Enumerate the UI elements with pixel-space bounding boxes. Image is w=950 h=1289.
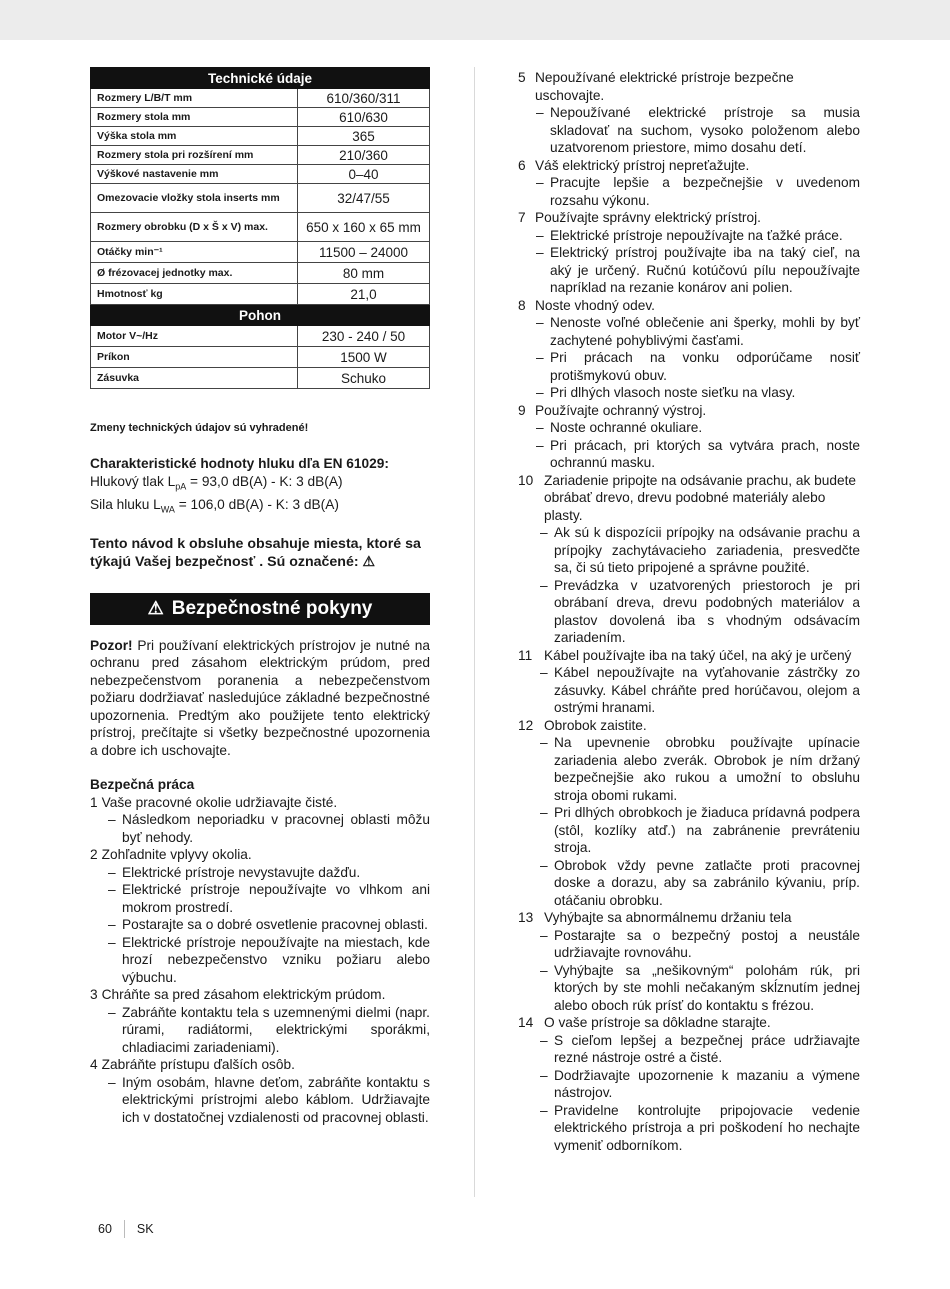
safety-hint: Tento návod k obsluhe obsahuje miesta, ktoré sa týkajú Vašej bezpečnosť . Sú označené: ⚠ <box>90 535 421 570</box>
spec-row <box>91 263 430 284</box>
item-number: 9 <box>518 402 526 418</box>
sub-item-text: Nepoužívané elektrické prístroje sa musia skladovať na suchom, vysoko položenom alebo uzatvorenom priestore, mimo dosahu detí. <box>550 105 860 155</box>
list-item <box>518 157 860 175</box>
sub-item <box>540 1032 860 1067</box>
sub-item-text: Noste ochranné okuliare. <box>550 420 703 435</box>
sub-item <box>536 227 860 245</box>
sub-item <box>540 577 860 647</box>
dash-bullet: – <box>540 962 548 978</box>
item-text: Nepoužívané elektrické prístroje bezpečne uschovajte. <box>535 70 794 103</box>
list-item <box>518 402 860 420</box>
spec-row <box>91 242 430 263</box>
item-number: 5 <box>518 70 526 85</box>
item-text: Používajte správny elektrický prístroj. <box>535 210 761 225</box>
spec-header: Technické údaje <box>91 68 430 89</box>
sub-item <box>540 857 860 910</box>
dash-bullet: – <box>536 437 544 453</box>
list-item <box>90 846 430 864</box>
item-text: Váš elektrický prístroj nepreťažujte. <box>535 157 750 173</box>
right-column <box>518 69 860 1154</box>
sub-item-text: Iným osobám, hlavne deťom, zabráňte kontaktu s elektrickými prístrojmi alebo káblom. Udržiavajte ich v dostatočnej vzdialenosti od pracovnej oblasti. <box>122 1074 430 1125</box>
item-text: Vyhýbajte sa abnormálnemu držaniu tela <box>544 910 792 925</box>
item-text: Používajte ochranný výstroj. <box>535 402 707 418</box>
spec-row <box>91 326 430 347</box>
pozor-paragraph: Pozor! Pri používaní elektrických prístrojov je nutné na ochranu pred zásahom elektrickým prúdom, pred nebezpečenstvom poranenia a nebezpečenstvom požiaru dodržiavať nasledujúce základné bezpečnostné upozornenia. Predtým ako použijete tento elektrický prístroj, prečítajte si všetky bezpečnostné upozornenia a dobre ich uschovajte. <box>90 637 430 758</box>
item-number: 13 <box>518 910 534 925</box>
item-text: Chráňte sa pred zásahom elektrickým prúdom. <box>101 987 386 1003</box>
noise-line-1: Hlukový tlak $L_{pA} = 93,0$ dB(A) - K: 3 dB(A) <box>90 473 343 492</box>
dash-bullet: – <box>540 735 548 750</box>
list-item <box>518 647 860 665</box>
left-column <box>90 67 430 1126</box>
item-number: 1 <box>90 794 98 810</box>
sub-item <box>108 934 430 987</box>
dash-bullet: – <box>536 350 544 365</box>
spec-key: Rozmery stola mm <box>91 108 298 127</box>
list-item <box>90 1056 430 1074</box>
spec-row <box>91 184 430 213</box>
list-item <box>518 297 860 315</box>
dash-bullet: – <box>540 805 548 820</box>
sub-item <box>540 664 860 717</box>
sub-item-text: Elektrické prístroje nevystavujte dažďu. <box>122 864 361 880</box>
dash-bullet: – <box>540 1102 548 1118</box>
item-text: Zariadenie pripojte na odsávanie prachu, ak budete obrábať drevo, drevu podobné materiály alebo plasty. <box>544 472 856 523</box>
sub-item <box>536 419 860 437</box>
sub-item-text: Na upevnenie obrobku používajte upínacie zariadenia alebo zverák. Obrobok je ním držaný bezpečnejšie ako rukou a umožní to obsluhu stroja obomi rukami. <box>554 735 860 803</box>
dash-bullet: – <box>108 882 116 898</box>
item-text: Obrobok zaistite. <box>544 717 647 733</box>
page-footer <box>98 1220 154 1238</box>
item-number: 14 <box>518 1015 534 1030</box>
spec-row <box>91 347 430 368</box>
sub-item-text: Prevádzka v uzatvorených priestoroch je pri obrábaní dreva, drevu podobných materiálov a plastov dovolená iba s vhodným odsávacím zariadením. <box>554 577 860 645</box>
left-list <box>90 794 430 1127</box>
dash-bullet: – <box>540 927 548 943</box>
sub-item-text: Dodržiavajte upozornenie k mazaniu a výmene nástrojov. <box>554 1067 860 1100</box>
spec-row <box>91 165 430 184</box>
list-item <box>518 717 860 735</box>
page-number: 60 <box>98 1222 112 1236</box>
dash-bullet: – <box>108 917 116 933</box>
sub-item-text: Ak sú k dispozícii prípojky na odsávanie prachu a prípojky zachytávacieho zariadenia, presvedčte sa, či sú tieto pripojené a správne použité. <box>554 525 860 575</box>
noise-line-2: Sila hluku $L_{WA} = 106,0$ dB(A) - K: 3 dB(A) <box>90 496 339 515</box>
spec-row <box>91 127 430 146</box>
spec-key: Ø frézovacej jednotky max. <box>91 263 298 284</box>
dash-bullet: – <box>536 420 544 435</box>
item-number: 7 <box>518 210 526 225</box>
spec-value: 0–40 <box>298 165 430 184</box>
sub-item <box>536 349 860 384</box>
item-number: 11 <box>518 647 533 663</box>
sub-item <box>540 927 860 962</box>
footer-separator <box>124 1220 125 1238</box>
spec-key: Rozmery obrobku (D x Š x V) max. <box>91 213 298 242</box>
sub-item <box>108 811 430 846</box>
sub-item <box>536 174 860 209</box>
spec-value: 80 mm <box>298 263 430 284</box>
warning-icon: ⚠ <box>147 598 164 619</box>
sub-item-text: Pri dlhých obrobkoch je žiaduca prídavná podpera (stôl, kozlíky atď.) na zabránenie prevráteniu stroja. <box>554 805 860 855</box>
dash-bullet: – <box>108 812 116 828</box>
spec-value: Schuko <box>298 368 430 389</box>
sub-item-text: Zabráňte kontaktu tela s uzemnenými dielmi (napr. rúrami, radiátormi, elektrickými sporákmi, chladiacimi zariadeniami). <box>122 1004 430 1055</box>
item-number: 2 <box>90 847 98 863</box>
dash-bullet: – <box>536 227 544 243</box>
sub-item-text: S cieľom lepšej a bezpečnej práce udržiavajte rezné nástroje ostré a čisté. <box>554 1032 860 1065</box>
list-item <box>518 209 860 227</box>
sub-item-text: Postarajte sa o bezpečný postoj a neustále udržiavajte rovnováhu. <box>554 927 860 960</box>
spec-row <box>91 284 430 305</box>
spec-value: 1500 W <box>298 347 430 368</box>
sub-item-text: Pracujte lepšie a bezpečnejšie v uvedenom rozsahu výkonu. <box>550 175 860 208</box>
sub-item <box>540 524 860 577</box>
spec-note: Zmeny technických údajov sú vyhradené! <box>90 422 309 434</box>
sub-item <box>108 916 430 934</box>
sub-item <box>108 1004 430 1057</box>
spec-row <box>91 213 430 242</box>
language-code: SK <box>136 1222 154 1236</box>
spec-key: Hmotnosť kg <box>91 284 298 305</box>
item-number: 6 <box>518 157 526 173</box>
sub-item <box>540 1102 860 1155</box>
sub-item <box>540 734 860 804</box>
sub-item-text: Elektrické prístroje nepoužívajte na ťažké práce. <box>550 227 843 243</box>
item-number: 3 <box>90 987 98 1003</box>
top-bar <box>0 0 950 40</box>
spec-key: Motor V~/Hz <box>91 326 298 347</box>
dash-bullet: – <box>536 105 544 120</box>
sub-item-text: Pri dlhých vlasoch noste sieťku na vlasy. <box>550 385 796 400</box>
sub-item-text: Pri prácach na vonku odporúčame nosiť protišmykovú obuv. <box>550 350 860 383</box>
item-text: Kábel používajte iba na taký účel, na aký je určený <box>544 647 852 663</box>
list-item <box>518 1014 860 1032</box>
spec-value: 230 - 240 / 50 <box>298 326 430 347</box>
item-text: Noste vhodný odev. <box>535 297 655 313</box>
sub-item-text: Postarajte sa o dobré osvetlenie pracovnej oblasti. <box>122 917 428 933</box>
spec-header: Pohon <box>91 305 430 326</box>
sub-item <box>540 1067 860 1102</box>
item-text: Zohľadnite vplyvy okolia. <box>101 847 252 863</box>
spec-value: 610/360/311 <box>298 89 430 108</box>
sub-item-text: Elektrické prístroje nepoužívajte na miestach, kde hrozí nebezpečenstvo vzniku požiaru alebo výbuchu. <box>122 934 430 985</box>
sub-item <box>108 864 430 882</box>
sub-item-text: Kábel nepoužívajte na vyťahovanie zástrčky zo zásuvky. Kábel chráňte pred horúčavou, olejom a ostrými hranami. <box>554 665 860 715</box>
dash-bullet: – <box>108 1004 116 1020</box>
sub-item-text: Vyhýbajte sa „nešikovným“ polohám rúk, pri ktorých by ste mohli nečakaným skĺznutím jednej alebo oboch rúk prísť do kontaktu s frézou. <box>554 962 860 1013</box>
spec-value: 365 <box>298 127 430 146</box>
sub-item <box>540 804 860 857</box>
sub-item <box>108 881 430 916</box>
dash-bullet: – <box>540 665 548 680</box>
list-item <box>90 986 430 1004</box>
spec-key: Rozmery stola pri rozšírení mm <box>91 146 298 165</box>
item-text: Vaše pracovné okolie udržiavajte čisté. <box>101 794 338 810</box>
item-number: 10 <box>518 472 534 488</box>
safety-banner <box>90 593 430 625</box>
dash-bullet: – <box>536 175 544 190</box>
noise-section <box>90 455 430 519</box>
spec-key: Zásuvka <box>91 368 298 389</box>
spec-key: Rozmery L/B/T mm <box>91 89 298 108</box>
spec-row <box>91 368 430 389</box>
dash-bullet: – <box>536 245 544 260</box>
sub-item <box>536 244 860 297</box>
spec-key: Výškové nastavenie mm <box>91 165 298 184</box>
dash-bullet: – <box>108 864 116 880</box>
spec-key: Otáčky min⁻¹ <box>91 242 298 263</box>
list-item <box>518 909 860 927</box>
spec-value: 210/360 <box>298 146 430 165</box>
dash-bullet: – <box>108 1074 116 1090</box>
spec-row <box>91 89 430 108</box>
spec-value: 610/630 <box>298 108 430 127</box>
item-text: O vaše prístroje sa dôkladne starajte. <box>544 1015 771 1030</box>
sub-item <box>536 384 860 402</box>
dash-bullet: – <box>540 577 548 593</box>
item-text: Zabráňte prístupu ďalších osôb. <box>101 1057 295 1073</box>
sub-item-text: Elektrický prístroj používajte iba na taký cieľ, na aký je určený. Ručnú kotúčovú pílu nepoužívajte napríklad na rezanie konárov ani polien. <box>550 245 860 295</box>
spec-table <box>90 67 430 389</box>
sub-item <box>536 104 860 157</box>
list-item <box>518 69 860 104</box>
spec-header-row <box>91 305 430 326</box>
dash-bullet: – <box>540 857 548 873</box>
sub-item-text: Nenoste voľné oblečenie ani šperky, mohli by byť zachytené pohyblivými časťami. <box>550 315 860 348</box>
column-divider <box>474 67 475 1197</box>
spec-row <box>91 108 430 127</box>
noise-title: Charakteristické hodnoty hluku dľa EN 61029: <box>90 456 389 471</box>
sub-item <box>536 314 860 349</box>
item-number: 8 <box>518 297 526 313</box>
section-title: Bezpečná práca <box>90 777 195 793</box>
dash-bullet: – <box>536 385 544 400</box>
spec-value: 11500 – 24000 <box>298 242 430 263</box>
sub-item-text: Pri prácach, pri ktorých sa vytvára prach, noste ochrannú masku. <box>550 437 860 470</box>
sub-item-text: Pravidelne kontrolujte pripojovacie vedenie elektrického prístroja a pri poškodení ho nechajte vymeniť odborníkom. <box>554 1102 860 1153</box>
dash-bullet: – <box>108 934 116 950</box>
banner-title: Bezpečnostné pokyny <box>171 597 373 619</box>
sub-item <box>540 962 860 1015</box>
spec-header-row <box>91 68 430 89</box>
spec-key: Príkon <box>91 347 298 368</box>
sub-item-text: Obrobok vždy pevne zatlačte proti pracovnej doske a dorazu, aby sa zabránilo kývaniu, príp. otáčaniu obrobku. <box>554 857 860 908</box>
dash-bullet: – <box>540 1032 548 1048</box>
item-number: 4 <box>90 1057 98 1073</box>
sub-item <box>108 1074 430 1127</box>
sub-item <box>536 437 860 472</box>
spec-value: 21,0 <box>298 284 430 305</box>
spec-key: Omezovacie vložky stola inserts mm <box>91 184 298 213</box>
list-item <box>518 472 860 525</box>
spec-key: Výška stola mm <box>91 127 298 146</box>
spec-value: 32/47/55 <box>298 184 430 213</box>
list-item <box>90 794 430 812</box>
spec-value: 650 x 160 x 65 mm <box>298 213 430 242</box>
dash-bullet: – <box>540 1067 548 1083</box>
spec-row <box>91 146 430 165</box>
sub-item-text: Následkom neporiadku v pracovnej oblasti môžu byť nehody. <box>122 812 430 845</box>
item-number: 12 <box>518 717 534 733</box>
sub-item-text: Elektrické prístroje nepoužívajte vo vlhkom ani mokrom prostredí. <box>122 882 430 915</box>
dash-bullet: – <box>536 315 544 330</box>
dash-bullet: – <box>540 525 548 540</box>
